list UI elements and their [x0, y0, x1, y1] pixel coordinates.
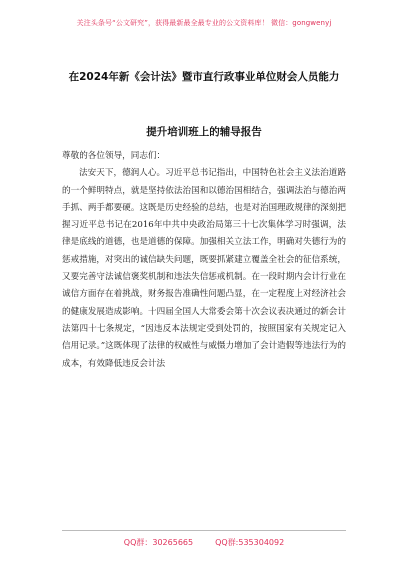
footer-qq-group-1[interactable]: QQ群：30265665 [123, 538, 194, 547]
footer [0, 537, 408, 548]
document-title-line-2: 提升培训班上的辅导报告 [146, 126, 262, 138]
header-banner[interactable]: 关注头条号“公文研究”，获得最新最全最专业的公文资料库！ 微信：gongwenyj [76, 19, 332, 27]
document-body [62, 148, 346, 373]
footer-qq-group-2[interactable]: QQ群:535304092 [215, 538, 285, 547]
salutation: 尊敬的各位领导，同志们： [62, 151, 166, 161]
document-title-line-1: 在2024年新《会计法》暨市直行政事业单位财会人员能力 [68, 71, 340, 83]
footer-divider [62, 530, 346, 531]
body-paragraph: 法安天下，德润人心。习近平总书记指出，中国特色社会主义法治道路的一个鲜明特点，就是坚持依法治国和以德治国相结合，强调法治与德治两手抓、两手都要硬。这既是历史经验的总结，也是对治国理政规律的深刻把握习近平总书记在2016年中共中央政治局第三十七次集体学习时强调，法律是底线的道德，也是道德的保障。加强相关立法工作，明确对失德行为的惩戒措施，对突出的诚信缺失问题，既要抓紧建立覆盖全社会的征信系统，又要完善守法诚信褒奖机制和违法失信惩戒机制。在一段时期内会计行业在诚信方面存在着挑战，财务报告准确性问题凸显，在一定程度上对经济社会的健康发展造成影响。十四届全国人大常委会第十次会议表决通过的新会计法第四十七条规定，“因违反本法规定受到处罚的，按照国家有关规定记入信用记录。”这既体现了法律的权威性与威慑力增加了会计造假等违法行为的成本，有效降低违反会计法 [62, 168, 346, 369]
